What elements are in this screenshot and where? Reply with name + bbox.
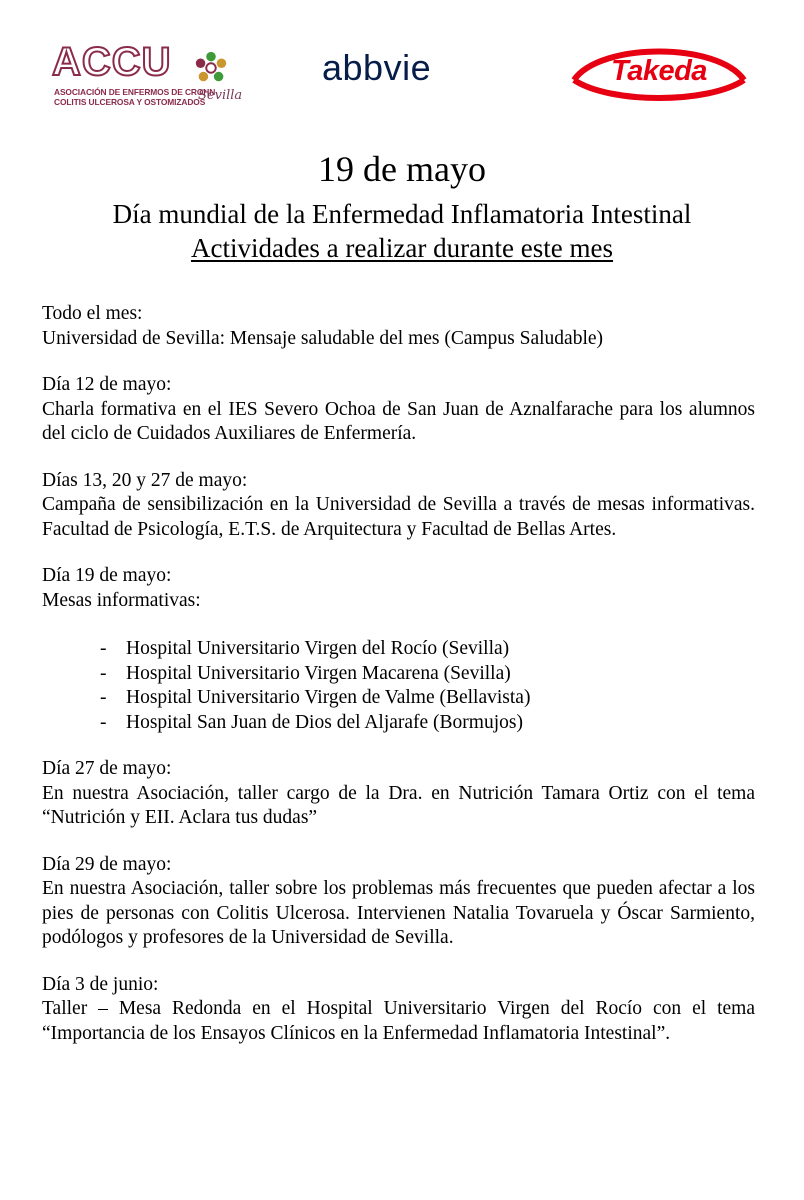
accu-subtitle-2: COLITIS ULCEROSA Y OSTOMIZADOS xyxy=(54,97,206,107)
page-subtitle-text: Actividades a realizar durante este mes xyxy=(190,233,614,263)
list-item xyxy=(42,662,755,687)
activity-label: Día 29 de mayo: xyxy=(42,853,172,875)
page-title: Día mundial de la Enfermedad Inflamatoria Intestinal xyxy=(112,199,692,229)
hospital-name: Hospital Universitario Virgen del Rocío (Sevilla) xyxy=(126,638,510,659)
takeda-wordmark: Takeda xyxy=(611,54,707,87)
activity-label: Día 3 de junio: xyxy=(42,973,159,995)
activity-label: Todo el mes: xyxy=(42,303,143,324)
list-item xyxy=(42,637,755,662)
activity-section xyxy=(42,757,755,831)
activity-section xyxy=(42,373,755,447)
accu-city: Sevilla xyxy=(198,88,243,103)
hospital-name: Hospital San Juan de Dios del Aljarafe (Bormujos) xyxy=(126,711,523,733)
activity-section xyxy=(42,469,755,543)
bullet-dash: - xyxy=(100,638,107,659)
activity-section xyxy=(42,302,755,351)
activity-text: Charla formativa en el IES Severo Ochoa de San Juan de Aznalfarache para los alumnos del ciclo de Cuidados Auxiliares de Enfermería. xyxy=(42,398,755,444)
hospital-name: Hospital Universitario Virgen de Valme (Bellavista) xyxy=(126,687,531,708)
activity-text: Mesas informativas: xyxy=(42,589,201,611)
activity-text: En nuestra Asociación, taller sobre los problemas más frecuentes que pueden afectar a los pies de personas con Colitis Ulcerosa. Intervienen Natalia Tovaruela y Óscar Sarmiento, podólogos y profesores de la Universidad de Sevilla. xyxy=(42,878,755,948)
activity-section xyxy=(42,564,755,735)
logo-bar xyxy=(0,36,804,116)
list-item xyxy=(42,686,755,711)
activity-text: Campaña de sensibilización en la Universidad de Sevilla a través de mesas informativas. Facultad de Psicología, E.T.S. de Arquitectura y Facultad de Bellas Artes. xyxy=(42,494,755,540)
list-item xyxy=(42,711,755,736)
activity-label: Día 19 de mayo: xyxy=(42,565,172,586)
abbvie-logo: abbvie xyxy=(322,47,432,88)
activity-section xyxy=(42,853,755,951)
activity-text: En nuestra Asociación, taller cargo de la Dra. en Nutrición Tamara Ortiz con el tema “Nutrición y EII. Aclara tus dudas” xyxy=(42,782,755,828)
flower-icon xyxy=(192,48,230,88)
activity-text: Universidad de Sevilla: Mensaje saludable del mes (Campus Saludable) xyxy=(42,327,604,349)
bullet-dash: - xyxy=(100,711,107,733)
accu-logo xyxy=(52,42,248,112)
accu-subtitle-1: ASOCIACIÓN DE ENFERMOS DE CROHN xyxy=(54,87,216,97)
hospital-name: Hospital Universitario Virgen Macarena (Sevilla) xyxy=(126,662,511,684)
page-date: 19 de mayo xyxy=(318,149,486,189)
page-subtitle xyxy=(0,232,804,264)
accu-logo-wordmark: ACCU xyxy=(52,40,172,84)
bullet-dash: - xyxy=(100,662,107,684)
activity-label: Día 12 de mayo: xyxy=(42,374,172,395)
takeda-logo xyxy=(570,40,748,102)
bullet-dash: - xyxy=(100,687,107,708)
activities-list xyxy=(42,302,755,1068)
activity-text: Taller – Mesa Redonda en el Hospital Universitario Virgen del Rocío con el tema “Importancia de los Ensayos Clínicos en la Enfermedad Inflamatoria Intestinal”. xyxy=(42,998,755,1044)
activity-label: Días 13, 20 y 27 de mayo: xyxy=(42,469,248,491)
activity-label: Día 27 de mayo: xyxy=(42,758,172,779)
hospital-list xyxy=(42,637,755,735)
activity-section xyxy=(42,973,755,1047)
